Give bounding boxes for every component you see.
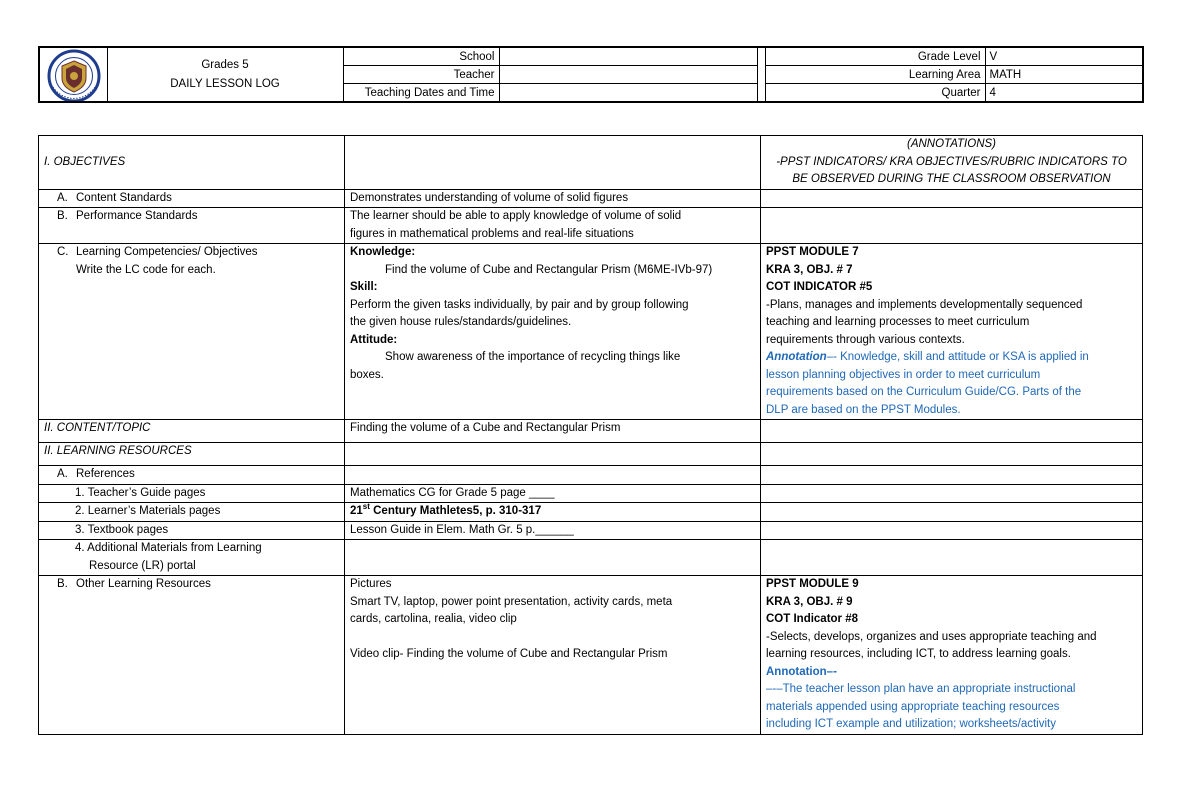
dates-label: Teaching Dates and Time: [343, 84, 499, 103]
annotation9-line2: materials appended using appropriate teaching resources: [766, 700, 1060, 713]
deped-seal-icon: [43, 49, 105, 102]
knowledge-text: Find the volume of Cube and Rectangular Prism (M6ME-IVb-97): [385, 263, 713, 276]
teachers-guide-value: Mathematics CG for Grade 5 page ____: [345, 484, 761, 503]
annotation9-line1: –-–The teacher lesson plan have an appropriate instructional: [766, 683, 1076, 695]
competencies-label-cell: [39, 244, 345, 420]
additional-materials-row: [39, 540, 1143, 576]
annotations-line2: BE OBSERVED DURING THE CLASSROOM OBSERVATION: [792, 173, 1111, 185]
content-standards-row: [39, 189, 1143, 208]
other-line2: Smart TV, laptop, power point presentation, activity cards, meta: [350, 595, 673, 608]
header-gap: [757, 47, 765, 102]
additional-materials-label2: Resource (LR) portal: [89, 559, 196, 572]
textbook-row: [39, 521, 1143, 540]
additional-materials-annotation: [761, 540, 1143, 576]
attitude-label: Attitude:: [350, 333, 398, 346]
competencies-value: [345, 244, 761, 420]
annotation9-label: Annotation–-: [766, 665, 837, 678]
objectives-row: [39, 136, 1143, 190]
content-topic-annotation: [761, 420, 1143, 443]
kra-obj-7: KRA 3, OBJ. # 7: [766, 263, 853, 276]
log-title: DAILY LESSON LOG: [170, 77, 280, 90]
cot-indicator-8: COT Indicator #8: [766, 613, 859, 625]
teacher-label: Teacher: [343, 66, 499, 84]
performance-standards-label-cell: [39, 208, 345, 244]
learning-resources-heading-cell: [39, 443, 345, 466]
ppst-desc-line3: requirements through various contexts.: [766, 333, 965, 346]
annotation-line1: [766, 349, 1137, 367]
annotation-text1: –- Knowledge, skill and attitude or KSA is applied in: [826, 351, 1089, 363]
quarter-field[interactable]: 4: [985, 84, 1143, 103]
annotations-line1: -PPST INDICATORS/ KRA OBJECTIVES/RUBRIC INDICATORS TO: [776, 155, 1127, 168]
other-resources-row: [39, 576, 1143, 735]
letter-a-ref: A.: [57, 468, 68, 480]
teachers-guide-label: 1. Teacher’s Guide pages: [39, 484, 345, 503]
ppst-module-9: PPST MODULE 9: [766, 578, 859, 590]
ppst-desc-line2: teaching and learning processes to meet curriculum: [766, 316, 1030, 328]
lesson-table: [38, 135, 1143, 735]
competencies-row: [39, 244, 1143, 420]
performance-standards-label: Performance Standards: [76, 210, 198, 222]
other-line4: Video clip- Finding the volume of Cube and Rectangular Prism: [350, 648, 668, 660]
learning-resources-row: [39, 443, 1143, 466]
learners-materials-value: [345, 503, 761, 522]
textbook-value: Lesson Guide in Elem. Math Gr. 5 p.______: [345, 521, 761, 540]
performance-standards-annotation: [761, 208, 1143, 244]
other-blank: [350, 629, 755, 647]
learning-resources-annotation: [761, 443, 1143, 466]
attitude-line2: boxes.: [350, 368, 384, 381]
letter-b: B.: [57, 210, 68, 222]
ppst9-desc-line1: -Selects, develops, organizes and uses appropriate teaching and: [766, 630, 1097, 643]
other-resources-value: [345, 576, 761, 735]
learning-area-label: Learning Area: [765, 66, 985, 84]
grade-title: Grades 5: [201, 58, 249, 71]
annotations-header: [761, 136, 1143, 190]
textbook-label: 3. Textbook pages: [39, 521, 345, 540]
annotation-line4: DLP are based on the PPST Modules.: [766, 403, 961, 416]
log-title-block: [107, 47, 343, 102]
references-value: [345, 466, 761, 485]
lm-value-pre: 21: [350, 505, 363, 517]
learning-resources-empty: [345, 443, 761, 466]
letter-b-other: B.: [57, 578, 68, 590]
other-resources-label-cell: [39, 576, 345, 735]
content-topic-value: Finding the volume of a Cube and Rectangular Prism: [345, 420, 761, 443]
deped-seal: [39, 47, 107, 102]
annotation-line2: lesson planning objectives in order to meet curriculum: [766, 368, 1041, 381]
competencies-label: Learning Competencies/ Objectives: [76, 246, 258, 258]
additional-materials-label: 4. Additional Materials from Learning: [75, 542, 262, 554]
content-topic-heading-cell: [39, 420, 345, 443]
content-standards-label-cell: [39, 189, 345, 208]
ppst9-desc-line2: learning resources, including ICT, to address learning goals.: [766, 648, 1071, 660]
grade-level-field[interactable]: V: [985, 47, 1143, 66]
references-annotation: [761, 466, 1143, 485]
dates-field[interactable]: [499, 84, 757, 103]
learners-materials-annotation: [761, 503, 1143, 522]
ppst-desc-line1: -Plans, manages and implements developmentally sequenced: [766, 298, 1083, 311]
teacher-field[interactable]: [499, 66, 757, 84]
quarter-label: Quarter: [765, 84, 985, 103]
objectives-heading: I. OBJECTIVES: [44, 155, 126, 168]
learners-materials-row: [39, 503, 1143, 522]
skill-label: Skill:: [350, 281, 378, 293]
textbook-annotation: [761, 521, 1143, 540]
additional-materials-label-cell: [39, 540, 345, 576]
competencies-annotation: [761, 244, 1143, 420]
competencies-sublabel: Write the LC code for each.: [76, 263, 216, 276]
objectives-heading-cell: [39, 136, 345, 190]
grade-level-label: Grade Level: [765, 47, 985, 66]
annotation-label: Annotation: [766, 351, 827, 363]
letter-c: C.: [57, 246, 69, 258]
letter-a: A.: [57, 191, 68, 204]
attitude-line1: Show awareness of the importance of recycling things like: [385, 351, 681, 363]
objectives-empty-cell: [345, 136, 761, 190]
references-label-cell: [39, 466, 345, 485]
performance-standards-row: [39, 208, 1143, 244]
additional-materials-value: [345, 540, 761, 576]
skill-line1: Perform the given tasks individually, by pair and by group following: [350, 298, 689, 311]
references-row: [39, 466, 1143, 485]
header-table: [38, 46, 1144, 103]
learning-resources-heading: II. LEARNING RESOURCES: [44, 445, 192, 457]
knowledge-label: Knowledge:: [350, 246, 416, 258]
learning-area-field[interactable]: MATH: [985, 66, 1143, 84]
school-field[interactable]: [499, 47, 757, 66]
learners-materials-label: 2. Learner’s Materials pages: [39, 503, 345, 522]
ppst-module-7: PPST MODULE 7: [766, 246, 859, 258]
content-topic-row: [39, 420, 1143, 443]
teachers-guide-row: [39, 484, 1143, 503]
teachers-guide-annotation: [761, 484, 1143, 503]
kra-obj-9: KRA 3, OBJ. # 9: [766, 595, 853, 608]
other-resources-annotation: [761, 576, 1143, 735]
other-resources-label: Other Learning Resources: [76, 578, 211, 590]
references-label: References: [76, 468, 135, 480]
skill-line2: the given house rules/standards/guidelines.: [350, 316, 572, 328]
cot-indicator-5: COT INDICATOR #5: [766, 281, 873, 293]
school-label: School: [343, 47, 499, 66]
lm-value-post: Century Mathletes5, p. 310-317: [369, 505, 542, 517]
lm-value-sup: st: [362, 502, 370, 512]
content-standards-annotation: [761, 189, 1143, 208]
performance-line2: figures in mathematical problems and real-life situations: [350, 227, 634, 240]
content-standards-label: Content Standards: [76, 191, 172, 204]
content-topic-heading: II. CONTENT/TOPIC: [44, 422, 151, 434]
performance-line1: The learner should be able to apply knowledge of volume of solid: [350, 210, 682, 222]
other-line3: cards, cartolina, realia, video clip: [350, 613, 517, 625]
annotation-line3: requirements based on the Curriculum Guide/CG. Parts of the: [766, 386, 1082, 398]
annotation9-line3: including ICT example and utilization; worksheets/activity: [766, 718, 1056, 730]
other-line1: Pictures: [350, 578, 392, 590]
content-standards-value: Demonstrates understanding of volume of solid figures: [345, 189, 761, 208]
annotations-title: (ANNOTATIONS): [906, 138, 996, 150]
performance-standards-value: [345, 208, 761, 244]
